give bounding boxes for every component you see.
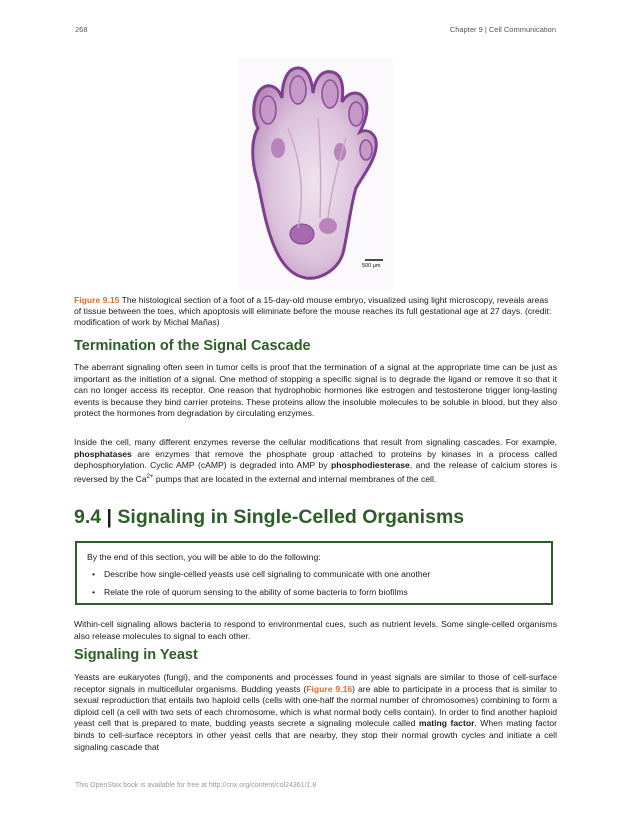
figure-9-16-link[interactable]: Figure 9.16 (306, 683, 353, 694)
micrograph-illustration (238, 58, 393, 290)
yeast-heading: Signaling in Yeast (74, 647, 198, 663)
yeast-paragraph: Yeasts are eukaryotes (fungi), and the components and processes found in yeast signals are similar to those of cell-surface receptor signals in multicellular organisms. Budding yeasts (Figure 9.16) are able to participate in a process that is similar to sexual reproduction that entails two haploid cells (cells with one-half the normal number of chromosomes) combining to form a diploid cell (a cell with two sets of each chromosome, which is what normal body cells contain). In order to find another haploid yeast cell that is prepared to mate, budding yeasts secrete a signaling molecule called mating factor. When mating factor binds to cell-surface receptors in other yeast cells that are nearby, they stop their normal growth cycles and initiate a cell signaling cascade that (74, 672, 557, 752)
section-separator: | (101, 506, 118, 528)
figure-label: Figure 9.15 (74, 295, 120, 305)
figure-caption (74, 295, 557, 329)
section-title-text: Signaling in Single-Celled Organisms (117, 506, 465, 528)
objectives-list (87, 569, 539, 597)
section-intro-paragraph: Within-cell signaling allows bacteria to respond to environmental cues, such as nutrient levels. Some single-celled organisms also release molecules to signal to each other. (74, 619, 557, 641)
objective-item: • Relate the role of quorum sensing to the ability of some bacteria to form biofilms (87, 587, 539, 597)
objectives-intro: By the end of this section, you will be able to do the following: (87, 552, 321, 562)
page-number: 268 (75, 25, 88, 34)
mouse-foot-micrograph (238, 58, 393, 290)
termination-paragraph-1: The aberrant signaling often seen in tumor cells is proof that the termination of a signal at the appropriate time can be just as important as the initiation of a signal. One method of stopping a specific signal is to degrade the ligand or remove it so that it can no longer access its receptor. One reason that hydrophobic hormones like estrogen and testosterone trigger long-lasting events is because they bind carrier proteins. These proteins allow the insoluble molecules to be soluble in blood, but they also protect the hormones from degradation by circulating enzymes. (74, 362, 557, 419)
termination-paragraph-2: Inside the cell, many different enzymes reverse the cellular modifications that result from signaling cascades. For example, phosphatases are enzymes that remove the phosphate group attached to proteins by kinases in a process called dephosphorylation. Cyclic AMP (cAMP) is degraded into AMP by phosphodiesterase, and the release of calcium stores is reversed by the $Ca^{2+}$ pumps that are located in the external and internal membranes of the cell. (74, 437, 557, 484)
running-header: Chapter 9 | Cell Communication (449, 25, 556, 34)
caption-text: The histological section of a foot of a 15-day-old mouse embryo, visualized using light microscopy, reveals areas of tissue between the toes, which apoptosis will eliminate before the mouse reaches its full gestational age at 27 days. (credit: modification of work by Michal Mañas) (74, 295, 552, 328)
section-title (74, 506, 464, 529)
scale-bar-label: 500 µm (362, 263, 381, 269)
page-footer: This OpenStax book is available for free at http://cnx.org/content/col24361/1.8 (75, 782, 317, 789)
learning-objectives-box (75, 541, 553, 605)
section-number: 9.4 (74, 506, 102, 528)
phosphatases-term: phosphatases (74, 448, 132, 459)
termination-heading: Termination of the Signal Cascade (74, 338, 311, 354)
objective-item: • Describe how single-celled yeasts use cell signaling to communicate with one another (87, 569, 539, 579)
phosphodiesterase-term: phosphodiesterase (331, 460, 410, 471)
mating-factor-term: mating factor (418, 718, 475, 729)
